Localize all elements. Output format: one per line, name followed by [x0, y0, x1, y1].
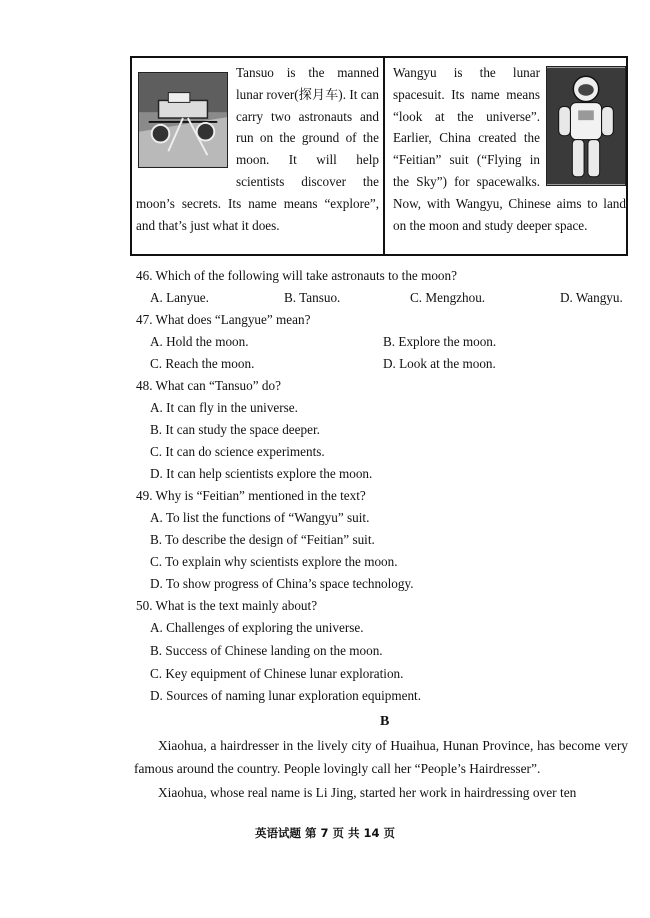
question-46-stem: 46. Which of the following will take astronauts to the moon? — [136, 268, 457, 283]
question-47-option-b[interactable]: B. Explore the moon. — [383, 334, 497, 349]
question-47-option-d[interactable]: D. Look at the moon. — [383, 356, 496, 371]
question-48-option-a[interactable]: A. It can fly in the universe. — [150, 400, 298, 415]
question-47-option-a[interactable]: A. Hold the moon. — [150, 334, 249, 349]
question-49-option-a[interactable]: A. To list the functions of “Wangyu” suit. — [150, 510, 370, 525]
section-b-paragraph-2: Xiaohua, whose real name is Li Jing, started her work in hairdressing over ten — [158, 785, 577, 800]
question-50-option-a[interactable]: A. Challenges of exploring the universe. — [150, 620, 364, 635]
page-footer: 英语试题 第 7 页 共 14 页 — [254, 826, 396, 840]
question-49-option-d[interactable]: D. To show progress of China’s space technology. — [150, 576, 414, 591]
question-48-option-b[interactable]: B. It can study the space deeper. — [150, 422, 320, 437]
spacesuit-photo — [546, 66, 626, 186]
reading-table — [130, 56, 628, 256]
section-b-paragraph-1: Xiaohua, a hairdresser in the lively city of Huaihua, Hunan Province, has become very famous around the country. People lovingly call her “People’s Hairdresser”. — [134, 738, 628, 776]
wangyu-paragraph: Wangyu is the lunar spacesuit. Its name means “look at the universe”. Earlier, China created the “Feitian” suit (“Flying in the Sky”) for spacewalks. Now, with Wangyu, Chinese aims to land on the moon and study deeper space. — [393, 65, 626, 233]
question-46-option-c[interactable]: C. Mengzhou. — [410, 290, 486, 305]
question-49-stem: 49. Why is “Feitian” mentioned in the text? — [136, 488, 366, 503]
question-49-option-b[interactable]: B. To describe the design of “Feitian” suit. — [150, 532, 375, 547]
question-46-option-b[interactable]: B. Tansuo. — [284, 290, 341, 305]
wangyu-cell — [385, 58, 626, 254]
question-48-option-d[interactable]: D. It can help scientists explore the moon. — [150, 466, 373, 481]
section-b-heading: B — [380, 714, 390, 729]
question-50-option-d[interactable]: D. Sources of naming lunar exploration equipment. — [150, 688, 422, 703]
question-49-option-c[interactable]: C. To explain why scientists explore the moon. — [150, 554, 398, 569]
question-47-stem: 47. What does “Langyue” mean? — [136, 312, 311, 327]
question-50-option-c[interactable]: C. Key equipment of Chinese lunar exploration. — [150, 666, 404, 681]
question-46-option-a[interactable]: A. Lanyue. — [150, 290, 209, 305]
question-48-stem: 48. What can “Tansuo” do? — [136, 378, 281, 393]
question-50-option-b[interactable]: B. Success of Chinese landing on the moon. — [150, 643, 383, 658]
question-47-option-c[interactable]: C. Reach the moon. — [150, 356, 255, 371]
tansuo-cell — [132, 58, 385, 254]
question-46-option-d[interactable]: D. Wangyu. — [560, 290, 623, 305]
tansuo-paragraph: Tansuo is the manned lunar rover(探月车). It can carry two astronauts and run on the ground of the moon. It will help scientists discover the moon’s secrets. Its name means “explore”, and that’s just what it does. — [136, 65, 379, 233]
question-48-option-c[interactable]: C. It can do science experiments. — [150, 444, 325, 459]
lunar-rover-photo — [138, 72, 228, 168]
question-50-stem: 50. What is the text mainly about? — [136, 598, 318, 613]
